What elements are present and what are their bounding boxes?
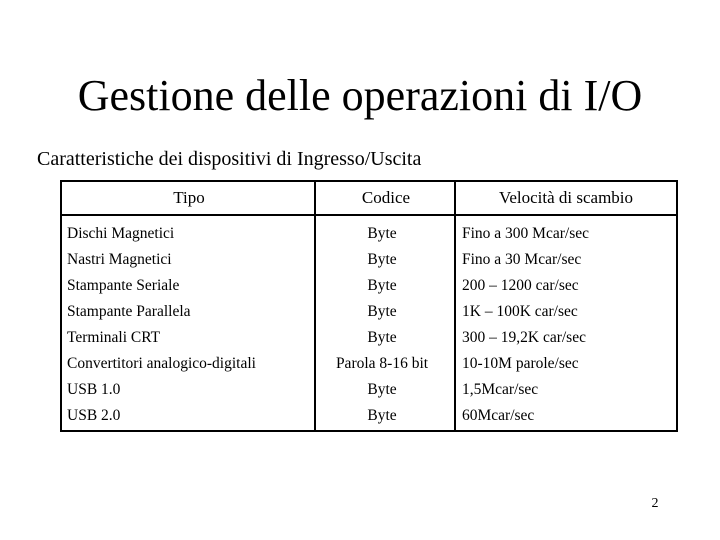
codice-cell: Byte: [367, 407, 397, 424]
tipo-cell: Dischi Magnetici: [67, 225, 175, 242]
header-codice: Codice: [361, 188, 411, 207]
velocita-cell: 10-10M parole/sec: [462, 355, 579, 372]
codice-cell: Parola 8-16 bit: [335, 355, 429, 372]
codice-cell: Byte: [367, 303, 397, 320]
slide-subtitle: Caratteristiche dei dispositivi di Ingresso/Uscita: [37, 148, 422, 170]
header-velocita: Velocità di scambio: [498, 188, 634, 207]
table-header-row: [62, 182, 676, 216]
column-divider: [454, 182, 456, 430]
tipo-column: [67, 221, 297, 429]
tipo-cell: Stampante Parallela: [67, 303, 191, 320]
codice-cell: Byte: [367, 277, 397, 294]
velocita-cell: Fino a 30 Mcar/sec: [462, 251, 582, 268]
velocita-cell: 300 – 19,2K car/sec: [462, 329, 586, 346]
velocita-cell: 60Mcar/sec: [462, 407, 535, 424]
tipo-cell: Terminali CRT: [67, 329, 161, 346]
velocita-cell: 1K – 100K car/sec: [462, 303, 578, 320]
velocita-cell: Fino a 300 Mcar/sec: [462, 225, 589, 242]
tipo-cell: USB 1.0: [67, 381, 121, 398]
tipo-cell: Convertitori analogico-digitali: [67, 355, 256, 372]
slide-title: Gestione delle operazioni di I/O: [77, 71, 643, 120]
velocita-column: [462, 221, 674, 429]
codice-cell: Byte: [367, 381, 397, 398]
velocita-cell: 1,5Mcar/sec: [462, 381, 539, 398]
tipo-cell: Stampante Seriale: [67, 277, 180, 294]
tipo-cell: Nastri Magnetici: [67, 251, 172, 268]
page-number: 2: [651, 496, 659, 511]
codice-cell: Byte: [367, 329, 397, 346]
io-devices-table: [60, 180, 678, 432]
velocita-cell: 200 – 1200 car/sec: [462, 277, 579, 294]
codice-column: [316, 221, 448, 429]
codice-cell: Byte: [367, 251, 397, 268]
codice-cell: Byte: [367, 225, 397, 242]
header-tipo: Tipo: [173, 188, 205, 207]
tipo-cell: USB 2.0: [67, 407, 121, 424]
